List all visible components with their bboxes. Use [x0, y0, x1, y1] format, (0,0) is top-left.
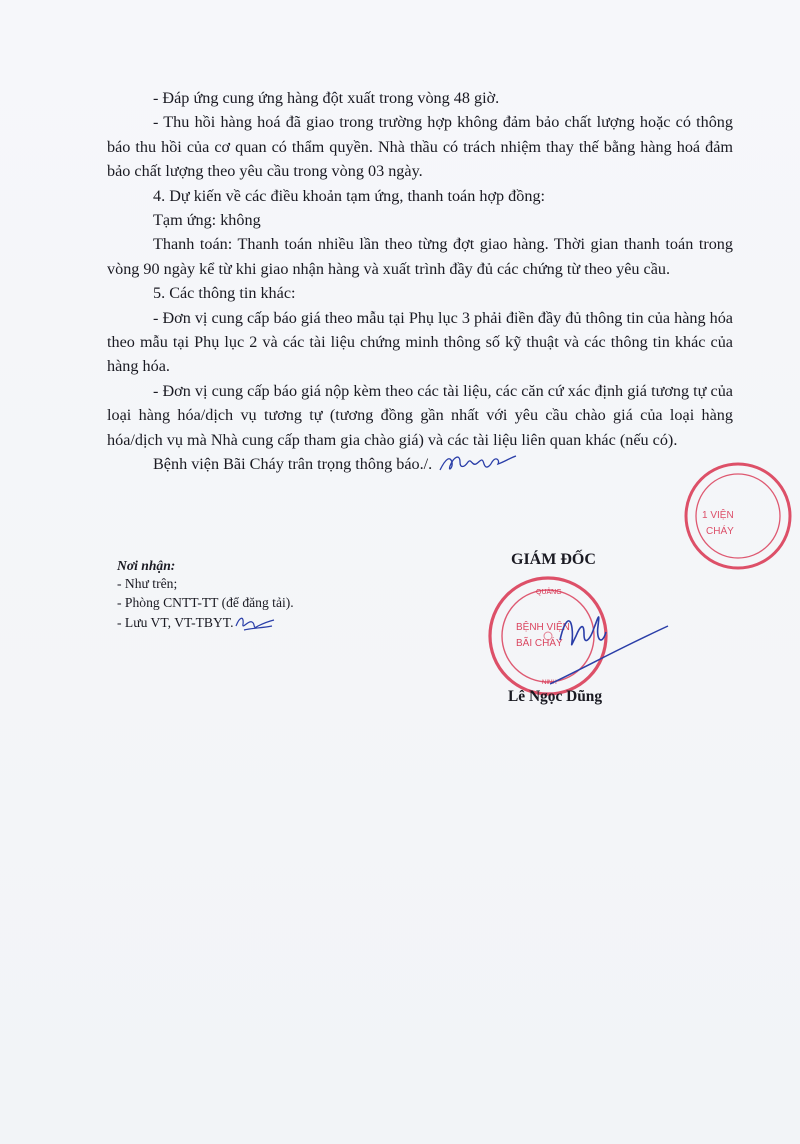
- paragraph-emergency-supply: - Đáp ứng cung ứng hàng đột xuất trong vòng 48 giờ.: [153, 89, 500, 107]
- initials-signature-icon: [438, 452, 518, 476]
- paragraph-quote-form: - Đơn vị cung cấp báo giá theo mẫu tại Phụ lục 3 phải điền đầy đủ thông tin của hàng hóa theo mẫu tại Phụ lục 2 và các tài liệu chứng minh thông số kỹ thuật và các thông tin khác của hàng hóa.: [107, 308, 733, 376]
- paragraph-advance: Tạm ứng: không: [153, 211, 261, 230]
- initials-mark-icon: [234, 612, 276, 634]
- recipient-item: - Phòng CNTT-TT (để đăng tải).: [117, 594, 294, 610]
- director-signature-icon: [540, 592, 690, 692]
- svg-text:1 VIỆN: 1 VIỆN: [702, 510, 734, 521]
- paragraph-recall: - Thu hồi hàng hoá đã giao trong trường hợp không đảm bảo chất lượng hoặc có thông báo thu hồi của cơ quan có thẩm quyền. Nhà thầu có trách nhiệm thay thế bằng hàng hoá đảm bảo chất lượng theo yêu cầu trong vòng 03 ngày.: [107, 113, 733, 181]
- stamp-edge-top-text: QUẢNG: [536, 589, 562, 596]
- svg-text:CHÁY: CHÁY: [706, 526, 734, 537]
- recipient-item: - Như trên;: [117, 576, 178, 592]
- closing-text: Bệnh viện Bãi Cháy trân trọng thông báo./.: [153, 455, 433, 474]
- stamp-edge-icon: [680, 468, 800, 578]
- closing-line: [107, 452, 733, 476]
- stamp-top-text: BỆNH VIỆN: [516, 622, 570, 633]
- document-body: [107, 86, 733, 477]
- stamp-bottom-text: BÃI CHÁY: [516, 638, 563, 649]
- recipients-block: [117, 557, 417, 634]
- paragraph-attachments: - Đơn vị cung cấp báo giá nộp kèm theo các tài liệu, các căn cứ xác định giá tương tự của loại hàng hóa/dịch vụ tương tự (tương đồng gần nhất với yêu cầu chào giá của loại hàng hóa/dịch vụ mà Nhà cung cấp tham gia chào giá) và các tài liệu liên quan khác (nếu có).: [107, 381, 733, 449]
- paragraph-payment: Thanh toán: Thanh toán nhiều lần theo từng đợt giao hàng. Thời gian thanh toán trong vòng 90 ngày kể từ khi giao nhận hàng và xuất trình đầy đủ các chứng từ theo yêu cầu.: [107, 235, 733, 278]
- director-name: Lê Ngọc Dũng: [508, 688, 603, 705]
- section-4-heading: 4. Dự kiến về các điều khoản tạm ứng, thanh toán hợp đồng:: [153, 186, 546, 205]
- section-5-heading: 5. Các thông tin khác:: [153, 284, 296, 303]
- stamp-edge-bottom-text: NINH: [542, 680, 557, 686]
- recipient-item: - Lưu VT, VT-TBYT.: [117, 614, 234, 630]
- recipients-heading: Nơi nhận:: [117, 558, 176, 573]
- director-title: GIÁM ĐỐC: [511, 551, 596, 568]
